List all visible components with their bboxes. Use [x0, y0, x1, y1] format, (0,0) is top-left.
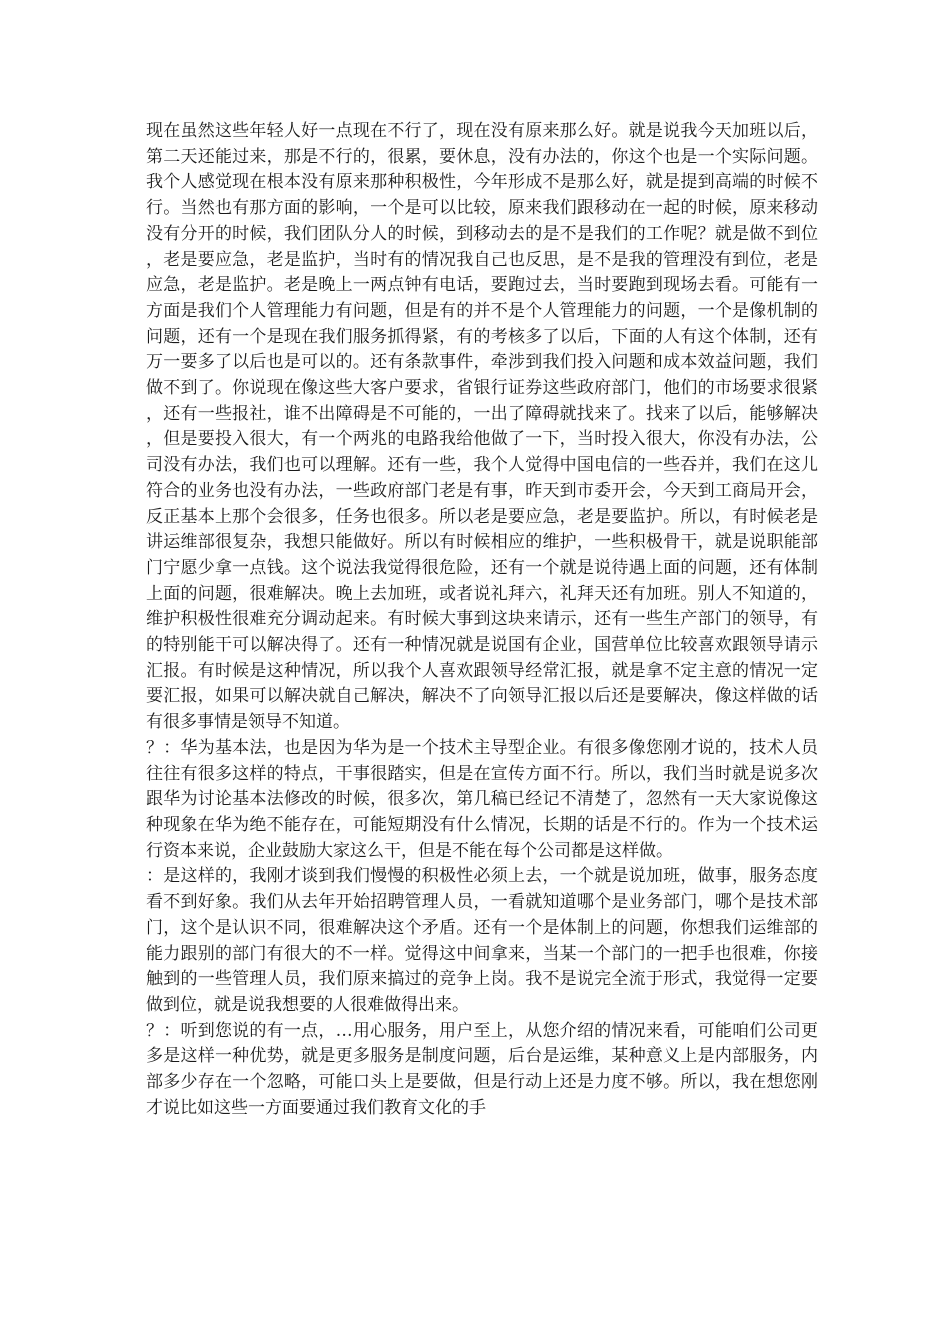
paragraph-1: 现在虽然这些年轻人好一点现在不行了，现在没有原来那么好。就是说我今天加班以后，第二天还能过来，那是不行的，很累，要休息，没有办法的，你这个也是一个实际问题。我个人感觉现在根本没有原来那种积极性，今年形成不是那么好，就是提到高端的时候不行。当然也有那方面的影响，一个是可以比较，原来我们跟移动在一起的时候，原来移动没有分开的时候，我们团队分人的时候，到移动去的是不是我们的工作呢？就是做不到位，老是要应急，老是监护，当时有的情况我自己也反思，是不是我的管理没有到位，老是应急，老是监护。老是晚上一两点钟有电话，要跑过去，当时要跑到现场去看。可能有一方面是我们个人管理能力有问题，但是有的并不是个人管理能力的问题，一个是像机制的问题，还有一个是现在我们服务抓得紧，有的考核多了以后，下面的人有这个体制，还有万一要多了以后也是可以的。还有条款事件，牵涉到我们投入问题和成本效益问题，我们做不到了。你说现在像这些大客户要求，省银行证券这些政府部门，他们的市场要求很紧，还有一些报社，谁不出障碍是不可能的，一出了障碍就找来了。找来了以后，能够解决，但是要投入很大，有一个两兆的电路我给他做了一下，当时投入很大，你没有办法，公司没有办法，我们也可以理解。还有一些，我个人觉得中国电信的一些吞并，我们在这儿符合的业务也没有办法，一些政府部门老是有事，昨天到市委开会，今天到工商局开会，反正基本上那个会很多，任务也很多。所以老是要应急，老是要监护。所以，有时候老是讲运维部很复杂，我想只能做好。所以有时候相应的维护，一些积极骨干，就是说职能部门宁愿少拿一点钱。这个说法我觉得很危险，还有一个就是说待遇上面的问题，还有体制上面的问题，很难解决。晚上去加班，或者说礼拜六，礼拜天还有加班。别人不知道的，维护积极性很难充分调动起来。有时候大事到这块来请示，还有一些生产部门的领导，有的特别能干可以解决得了。还有一种情况就是说国有企业，国营单位比较喜欢跟领导请示汇报。有时候是这种情况，所以我个人喜欢跟领导经常汇报，就是拿不定主意的情况一定要汇报，如果可以解决就自己解决，解决不了向领导汇报以后还是要解决，像这样做的话有很多事情是领导不知道。	[146, 121, 818, 733]
paragraph-4: ？：听到您说的有一点，…用心服务，用户至上，从您介绍的情况来看，可能咱们公司更多是这样一种优势，就是更多服务是制度问题，后台是运维，某种意义上是内部服务，内部多少存在一个忽略，可能口头上是要做，但是行动上还是力度不够。所以，我在想您刚才说比如这些一方面要通过我们教育文化的手	[146, 1020, 818, 1118]
paragraph-2: ？：华为基本法，也是因为华为是一个技术主导型企业。有很多像您刚才说的，技术人员往往有很多这样的特点，干事很踏实，但是在宣传方面不行。所以，我们当时就是说多次跟华为讨论基本法修改的时候，很多次，第几稿已经记不清楚了，忽然有一天大家说像这种现象在华为绝不能存在，可能短期没有什么情况，长期的话是不行的。作为一个技术运行资本来说，企业鼓励大家这么干，但是不能在每个公司都是这样做。	[146, 737, 818, 861]
document-page	[146, 119, 818, 1121]
paragraph-3: ：是这样的，我刚才谈到我们慢慢的积极性必须上去，一个就是说加班，做事，服务态度看不到好象。我们从去年开始招聘管理人员，一看就知道哪个是业务部门，哪个是技术部门，这个是认识不同，很难解决这个矛盾。还有一个是体制上的问题，你想我们运维部的能力跟别的部门有很大的不一样。觉得这中间拿来，当某一个部门的一把手也很难，你接触到的一些管理人员，我们原来搞过的竞争上岗。我不是说完全流于形式，我觉得一定要做到位，就是说我想要的人很难做得出来。	[146, 866, 818, 1015]
